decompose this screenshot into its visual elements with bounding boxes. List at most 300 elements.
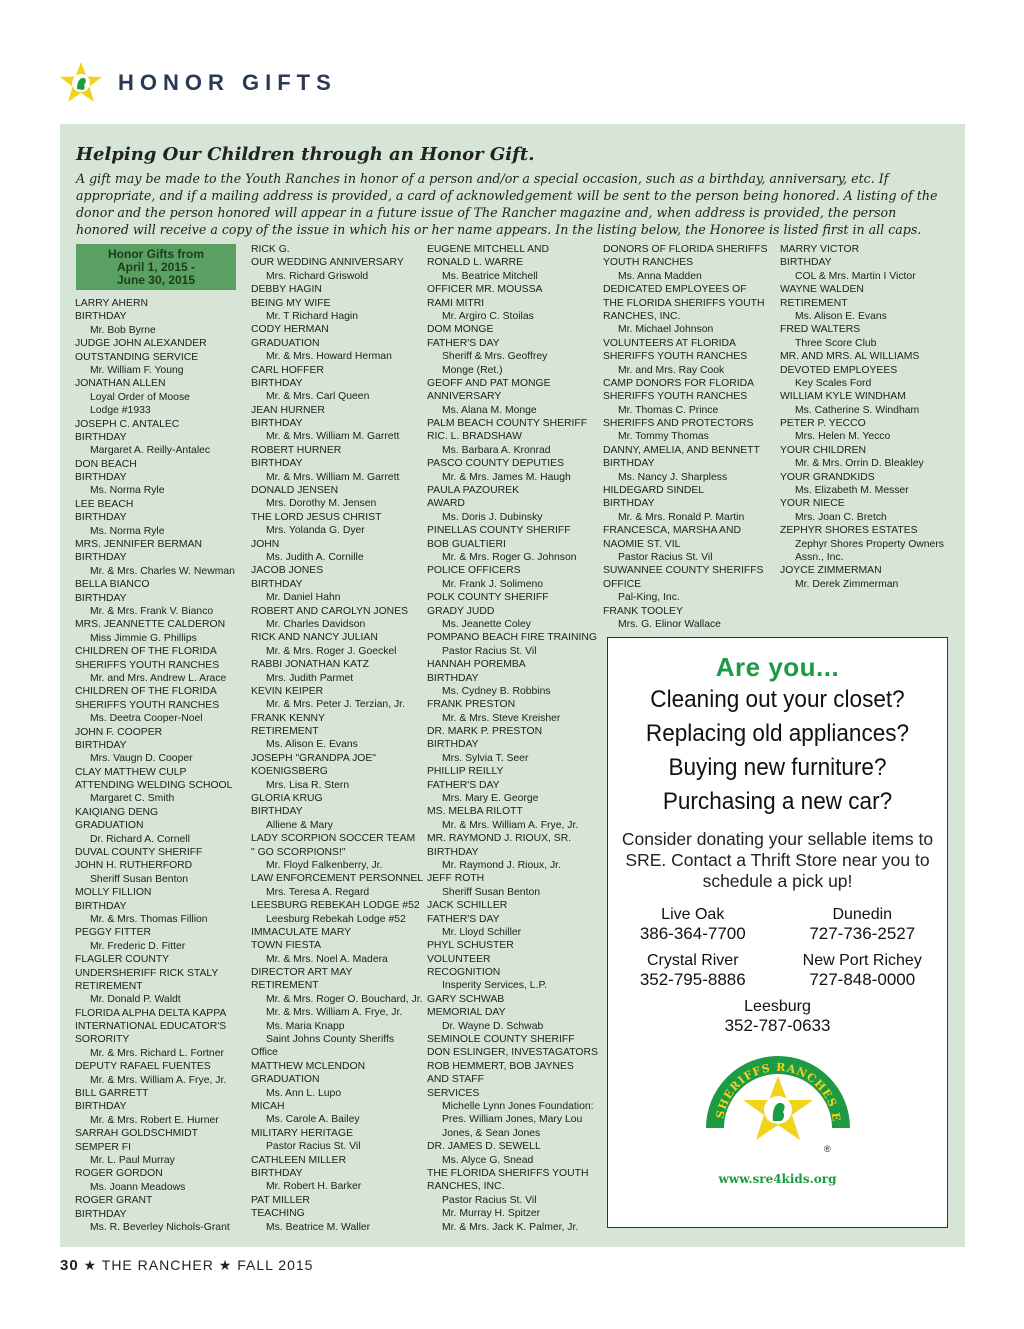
donor-line: Ms. Beatrice M. Waller [266, 1221, 371, 1233]
donor-line: Mr. Floyd Falkenberry, Jr. [266, 859, 383, 871]
donor-line: Ms. Cydney B. Robbins [442, 685, 551, 697]
date-range-line: June 30, 2015 [116, 272, 196, 287]
donor-line: Insperity Services, L.P. [442, 980, 547, 992]
honoree-line: MRS. JENNIFER BERMAN [75, 539, 203, 551]
honoree-line: VOLUNTEER [427, 953, 491, 965]
honoree-line: BIRTHDAY [75, 1208, 127, 1220]
intro-title: Helping Our Children through an Honor Gift. [76, 144, 535, 165]
honoree-line: ROBERT HURNER [251, 444, 342, 456]
honoree-line: BIRTHDAY [75, 592, 127, 604]
section-title: HONOR GIFTS [118, 70, 337, 95]
donor-line: Mr. & Mrs. Roger O. Bouchard, Jr. [266, 993, 423, 1005]
honoree-line: PAT MILLER [251, 1194, 310, 1206]
honoree-line: FATHER'S DAY [427, 779, 500, 791]
honoree-line: RETIREMENT [75, 980, 143, 992]
donor-line: Ms. Judith A. Cornille [266, 551, 364, 563]
store-city: Live Oak [661, 906, 725, 923]
donor-line: Mr. Tommy Thomas [618, 431, 709, 443]
honoree-line: ZEPHYR SHORES ESTATES [780, 525, 918, 537]
honoree-line: GLORIA KRUG [251, 793, 323, 805]
donor-line: Ms. Nancy J. Sharpless [618, 471, 728, 483]
honoree-line: RICK G. [251, 244, 290, 255]
honoree-line: RANCHES, INC. [603, 310, 681, 322]
donor-line: Mr. & Mrs. Carl Queen [266, 391, 370, 403]
honoree-line: BIRTHDAY [780, 257, 832, 269]
donor-line: Mrs. Sylvia T. Seer [442, 752, 529, 764]
honoree-line: TOWN FIESTA [251, 940, 322, 952]
honoree-line: DEBBY HAGIN [251, 284, 322, 296]
honoree-line: ROBERT AND CAROLYN JONES [251, 605, 409, 617]
honoree-line: BELLA BIANCO [75, 579, 150, 591]
donor-line: Mrs. Judith Parmet [266, 672, 354, 684]
honoree-line: JONATHAN ALLEN [75, 378, 166, 390]
honoree-line: CATHLEEN MILLER [251, 1154, 347, 1166]
honoree-line: ANNIVERSARY [427, 391, 502, 403]
honoree-line: SHERIFFS YOUTH RANCHES [75, 699, 220, 711]
donor-line: Zephyr Shores Property Owners [795, 538, 944, 550]
donor-line: Mr. & Mrs. William M. Garrett [266, 431, 400, 443]
thrift-store-ad [607, 637, 948, 1228]
honoree-line: GRADY JUDD [427, 605, 495, 617]
honoree-line: DIRECTOR ART MAY [251, 967, 353, 979]
store-contact [608, 998, 947, 1036]
store-contact [608, 906, 778, 944]
honoree-line: PHYL SCHUSTER [427, 940, 514, 952]
honoree-line: DONALD JENSEN [251, 485, 339, 497]
donor-line: Mr. & Mrs. Richard L. Fortner [90, 1047, 224, 1059]
honoree-line: BIRTHDAY [75, 512, 127, 524]
donor-line: Mr. Robert H. Barker [266, 1181, 362, 1193]
honoree-line: OUTSTANDING SERVICE [75, 351, 199, 363]
honoree-line: OFFICER MR. MOUSSA [427, 284, 543, 296]
honoree-line: BIRTHDAY [427, 672, 479, 684]
publication-name: THE RANCHER [101, 1257, 214, 1273]
donor-line: Three Score Club [795, 337, 877, 349]
honoree-line: PHILLIP REILLY [427, 766, 504, 778]
donor-line: Ms. R. Beverley Nichols-Grant [90, 1221, 230, 1233]
donor-line: Margaret A. Reilly-Antalec [90, 445, 211, 457]
ad-headline: Are you... [715, 652, 840, 682]
donor-line: Mr. L. Paul Murray [90, 1155, 175, 1166]
honoree-line: SHERIFFS AND PROTECTORS [603, 418, 754, 430]
honoree-line: DEDICATED EMPLOYEES OF [603, 284, 747, 296]
donor-line: Ms. Ann L. Lupo [266, 1087, 342, 1099]
honoree-line: RONALD L. WARRE [427, 257, 524, 269]
honoree-line: DR. MARK P. PRESTON [427, 726, 543, 738]
honoree-line: FRANK TOOLEY [603, 605, 683, 617]
honoree-line: RANCHES, INC. [427, 1181, 505, 1193]
honoree-line: JEAN HURNER [251, 404, 325, 416]
honoree-line: JACOB JONES [251, 565, 324, 577]
page-header [58, 58, 337, 108]
donor-line: Mrs. Yolanda G. Dyer [266, 525, 365, 537]
honoree-line: INTERNATIONAL EDUCATOR'S [75, 1021, 227, 1033]
donor-line: Mr. & Mrs. William A. Frye, Jr. [90, 1074, 227, 1086]
page-number: 30 [60, 1257, 79, 1274]
honoree-line: DOM MONGE [427, 324, 494, 336]
store-city: New Port Richey [802, 952, 922, 969]
donor-line: Mr. Raymond J. Rioux, Jr. [442, 859, 561, 871]
donor-line: Lodge #1933 [90, 405, 151, 417]
donor-line: Mr. Thomas C. Prince [618, 404, 719, 416]
honoree-line: DR. JAMES D. SEWELL [427, 1141, 541, 1153]
store-phone: 352-795-8886 [639, 970, 746, 989]
honoree-line: DUVAL COUNTY SHERIFF [75, 847, 203, 859]
honoree-line: KEVIN KEIPER [251, 685, 324, 697]
honoree-line: GRADUATION [251, 337, 320, 349]
donor-line: Ms. Deetra Cooper-Noel [90, 713, 203, 725]
honoree-line: PAULA PAZOUREK [427, 485, 520, 497]
donor-line: Mrs. Teresa A. Regard [266, 886, 370, 898]
honoree-line: SHERIFFS YOUTH RANCHES [603, 391, 748, 403]
honoree-line: MARRY VICTOR [780, 244, 860, 255]
honoree-line: YOUR NIECE [780, 498, 845, 510]
honoree-line: THE LORD JESUS CHRIST [251, 511, 382, 523]
honoree-line: ROGER GORDON [75, 1168, 163, 1180]
honoree-line: BIRTHDAY [75, 1101, 127, 1113]
honoree-line: TEACHING [251, 1208, 305, 1220]
honoree-line: BIRTHDAY [251, 418, 303, 430]
honoree-line: HILDEGARD SINDEL [603, 485, 705, 497]
honoree-line: SEMINOLE COUNTY SHERIFF [427, 1034, 575, 1046]
donor-line: Margaret C. Smith [90, 793, 175, 805]
donor-line: COL & Mrs. Martin I Victor [795, 270, 916, 282]
honoree-line: RICK AND NANCY JULIAN [251, 632, 378, 644]
donor-line: Mr. Argiro C. Stoilas [442, 310, 534, 322]
donor-line: Ms. Barbara A. Kronrad [442, 444, 551, 456]
honoree-line: THE FLORIDA SHERIFFS YOUTH [603, 297, 765, 309]
donor-line: Pres. William Jones, Mary Lou [442, 1114, 583, 1126]
honoree-line: JOSEPH "GRANDPA JOE" [251, 752, 376, 764]
donor-line: Mr. Frank J. Solimeno [442, 578, 544, 590]
donor-line: Mrs. Vaugn D. Cooper [90, 753, 193, 765]
donor-line: Ms. Beatrice Mitchell [442, 270, 538, 282]
honoree-line: MEMORIAL DAY [427, 1007, 506, 1019]
donor-line: Mr. Derek Zimmerman [795, 578, 899, 590]
honoree-line: PETER P. YECCO [780, 418, 866, 430]
donor-line: Leesburg Rebekah Lodge #52 [266, 913, 406, 925]
honoree-line: AND STAFF [427, 1074, 484, 1086]
honoree-line: OFFICE [603, 578, 642, 590]
honoree-line: DON BEACH [75, 458, 137, 470]
date-range-line: Honor Gifts from [108, 246, 204, 261]
donor-line: Sheriff Susan Benton [90, 873, 189, 885]
ad-question: Buying new furniture? [668, 754, 887, 781]
honoree-line: FATHER'S DAY [427, 913, 500, 925]
listing-column-5 [780, 243, 944, 591]
donor-line: Mr. Donald P. Waldt [90, 994, 181, 1006]
svg-text:®: ® [823, 1144, 831, 1154]
donor-line: Mr. Michael Johnson [618, 324, 714, 336]
donor-line: Dr. Wayne D. Schwab [442, 1020, 544, 1032]
donor-line: Ms. Maria Knapp [266, 1020, 345, 1032]
honoree-line: IMMACULATE MARY [251, 926, 352, 938]
honoree-line: GRADUATION [75, 820, 144, 832]
donor-line: Mr. Charles Davidson [266, 618, 366, 630]
donor-line: Jones, & Sean Jones [442, 1127, 541, 1139]
store-phone: 386-364-7700 [639, 924, 746, 943]
honoree-line: CHILDREN OF THE FLORIDA [75, 686, 217, 698]
svg-text:SHERIFFS RANCHES ENTERPRISES: SHERIFFS RANCHES E [712, 1060, 843, 1123]
honoree-line: BEING MY WIFE [251, 297, 331, 309]
store-city: Dunedin [832, 906, 893, 923]
honoree-line: JOHN F. COOPER [75, 726, 163, 738]
honoree-line: CAMP DONORS FOR FLORIDA [603, 377, 755, 389]
honoree-line: RETIREMENT [251, 980, 319, 992]
honoree-line: ROGER GRANT [75, 1195, 153, 1207]
honoree-line: SHERIFFS YOUTH RANCHES [75, 659, 220, 671]
donor-line: Ms. Norma Ryle [90, 525, 165, 537]
honoree-line: JEFF ROTH [427, 873, 485, 885]
honoree-line: BIRTHDAY [75, 552, 127, 564]
donor-line: Mr. & Mrs. Thomas Fillion [90, 913, 208, 925]
donor-line: Ms. Alison E. Evans [266, 739, 358, 751]
donor-line: Assn., Inc. [795, 551, 844, 563]
honoree-line: GRADUATION [251, 1074, 320, 1086]
honoree-line: WAYNE WALDEN [780, 284, 864, 296]
honoree-line: BIRTHDAY [75, 472, 127, 484]
honoree-line: BOB GUALTIERI [427, 538, 506, 550]
honoree-line: SEMPER FI [75, 1141, 132, 1153]
honoree-line: MR. RAYMOND J. RIOUX, SR. [427, 833, 572, 845]
honoree-line: BIRTHDAY [251, 578, 303, 590]
donor-line: Ms. Norma Ryle [90, 485, 165, 497]
donor-line: Ms. Joann Meadows [90, 1181, 186, 1193]
honoree-line: FRANK PRESTON [427, 699, 516, 711]
star-separator-icon: ★ [83, 1257, 102, 1273]
honoree-line: LAW ENFORCEMENT PERSONNEL [251, 873, 424, 885]
donor-line: Mr. & Mrs. Howard Herman [266, 351, 392, 363]
donor-line: Mrs. Helen M. Yecco [795, 431, 891, 443]
honoree-line: SHERIFFS YOUTH RANCHES [603, 351, 748, 363]
honoree-line: UNDERSHERIFF RICK STALY [75, 967, 219, 979]
donor-line: Sheriff Susan Benton [442, 886, 541, 898]
donor-line: Mrs. G. Elinor Wallace [618, 618, 721, 630]
store-contacts [608, 906, 947, 1036]
honoree-line: DEVOTED EMPLOYEES [780, 364, 898, 376]
honoree-line: PINELLAS COUNTY SHERIFF [427, 525, 571, 537]
donor-line: Mr. & Mrs. Ronald P. Martin [618, 511, 745, 523]
donor-line: Mr. & Mrs. Charles W. Newman [90, 565, 235, 577]
honoree-line: BILL GARRETT [75, 1088, 149, 1100]
donor-line: Miss Jimmie G. Phillips [90, 632, 197, 644]
intro-text: A gift may be made to the Youth Ranches in honor of a person and/or a special occasion, such as a birthday, anniversary, etc. If appropriate, and if a mailing address is provided, a card of acknowledgement will be sent to the person being honored. A listing of the donor and the person honored will appear in a future issue of The Rancher magazine and, when address is provided, the person honored will receive a copy of the issue in which his or her name appears. In the listing below, the Honoree is listed first in all caps. [76, 171, 938, 237]
donor-line: Mr. William F. Young [90, 364, 184, 376]
donor-line: Mr. & Mrs. Steve Kreisher [442, 712, 561, 724]
store-contact [778, 952, 948, 990]
issue-season: FALL 2015 [237, 1257, 314, 1273]
donor-line: Mr. & Mrs. Frank V. Bianco [90, 605, 214, 617]
honoree-line: DON ESLINGER, INVESTAGATORS [427, 1047, 598, 1059]
honoree-line: POMPANO BEACH FIRE TRAINING [427, 632, 597, 644]
listing-column-2 [251, 243, 423, 1234]
ad-question: Replacing old appliances? [645, 720, 910, 747]
donor-line: Ms. Alana M. Monge [442, 404, 537, 416]
honoree-line: JOHN H. RUTHERFORD [75, 860, 193, 872]
honoree-line: BIRTHDAY [75, 739, 127, 751]
honoree-line: LEESBURG REBEKAH LODGE #52 [251, 900, 420, 912]
donor-line: Ms. Jeanette Coley [442, 618, 531, 630]
donor-line: Mr. & Mrs. Roger G. Johnson [442, 551, 577, 563]
honoree-line: RETIREMENT [780, 297, 848, 309]
honoree-line: AWARD [427, 498, 465, 510]
donor-line: Loyal Order of Moose [90, 391, 190, 403]
honoree-line: LARRY AHERN [75, 298, 148, 309]
honoree-line: BIRTHDAY [251, 377, 303, 389]
store-phone: 352-787-0633 [724, 1016, 831, 1035]
donor-line: Mr. T Richard Hagin [266, 310, 359, 322]
honoree-line: LEE BEACH [75, 498, 134, 510]
donor-line: Pastor Racius St. Vil [618, 551, 713, 563]
honoree-line: FRED WALTERS [780, 324, 861, 336]
honoree-line: MRS. JEANNETTE CALDERON [75, 619, 226, 631]
donor-line: Mrs. Mary E. George [442, 793, 539, 805]
donor-line: Mr. & Mrs. William M. Garrett [266, 471, 400, 483]
honoree-line: PEGGY FITTER [75, 927, 152, 939]
store-contact [608, 952, 778, 990]
donor-line: Mr. & Mrs. Noel A. Madera [266, 953, 388, 965]
store-city: Crystal River [646, 952, 739, 969]
honoree-line: HANNAH POREMBA [427, 659, 526, 671]
honoree-line: FLORIDA ALPHA DELTA KAPPA [75, 1007, 227, 1019]
honoree-line: KAIQIANG DENG [75, 806, 159, 818]
website-link[interactable]: www.sre4kids.org [718, 1172, 837, 1186]
ad-question: Cleaning out your closet? [650, 686, 905, 713]
honoree-line: MOLLY FILLION [75, 887, 152, 899]
honoree-line: BIRTHDAY [427, 846, 479, 858]
donor-line: Mr. Frederic D. Fitter [90, 940, 186, 952]
honoree-line: BIRTHDAY [75, 431, 127, 443]
honoree-line: BIRTHDAY [251, 806, 303, 818]
honoree-line: CARL HOFFER [251, 364, 324, 376]
honoree-line: BIRTHDAY [251, 458, 303, 470]
honoree-line: GEOFF AND PAT MONGE [427, 377, 551, 389]
honoree-line: PASCO COUNTY DEPUTIES [427, 458, 565, 470]
honoree-line: DEPUTY RAFAEL FUENTES [75, 1061, 211, 1073]
honoree-line: JACK SCHILLER [427, 900, 508, 912]
honoree-line: SORORITY [75, 1034, 130, 1046]
honoree-line: VOLUNTEERS AT FLORIDA [603, 337, 736, 349]
honoree-line: DONORS OF FLORIDA SHERIFFS [603, 244, 768, 255]
donor-line: Mr. & Mrs. William A. Frye, Jr. [266, 1007, 403, 1019]
donor-line: Key Scales Ford [795, 377, 872, 389]
honoree-line: SARRAH GOLDSCHMIDT [75, 1128, 198, 1140]
honoree-line: BIRTHDAY [603, 498, 655, 510]
donor-line: Ms. Anna Madden [618, 270, 702, 282]
honoree-line: PALM BEACH COUNTY SHERIFF [427, 418, 588, 430]
honoree-line: RAMI MITRI [427, 297, 485, 309]
honoree-line: POLICE OFFICERS [427, 565, 521, 577]
store-city: Leesburg [744, 998, 811, 1015]
donor-line: Pastor Racius St. Vil [266, 1141, 361, 1153]
sre-logo [703, 1048, 853, 1168]
honoree-line: WILLIAM KYLE WINDHAM [780, 391, 906, 403]
donor-line: Mr. Lloyd Schiller [442, 926, 522, 938]
donor-line: Mr. Daniel Hahn [266, 592, 341, 604]
honoree-line: FRANCESCA, MARSHA AND [603, 525, 741, 537]
date-range-line: April 1, 2015 - [116, 259, 196, 274]
honoree-line: NAOMIE ST. VIL [603, 538, 681, 550]
donor-line: Pastor Racius St. Vil [442, 645, 537, 657]
honoree-line: FLAGLER COUNTY [75, 954, 170, 966]
honoree-line: OUR WEDDING ANNIVERSARY [251, 257, 404, 269]
honoree-line: JOYCE ZIMMERMAN [780, 565, 882, 577]
store-phone: 727-848-0000 [809, 970, 916, 989]
donor-line: Mr. & Mrs. Orrin D. Bleakley [795, 458, 924, 470]
honoree-line: FRANK KENNY [251, 712, 325, 724]
donor-line: Mr. Murray H. Spitzer [442, 1208, 541, 1220]
honoree-line: RETIREMENT [251, 726, 319, 738]
donor-line: Ms. Catherine S. Windham [795, 404, 920, 416]
honoree-line: MATTHEW MCLENDON [251, 1060, 366, 1072]
page-footer [60, 1257, 313, 1274]
honoree-line: CHILDREN OF THE FLORIDA [75, 646, 217, 658]
honoree-line: SUWANNEE COUNTY SHERIFFS [603, 565, 764, 577]
honoree-line: KOENIGSBERG [251, 766, 328, 778]
honoree-line: LADY SCORPION SOCCER TEAM [251, 833, 416, 845]
store-contact [778, 906, 948, 944]
honoree-line: " GO SCORPIONS!" [251, 846, 346, 858]
honoree-line: JOHN [251, 538, 280, 550]
honoree-line: Office [251, 1047, 278, 1059]
honoree-line: CLAY MATTHEW CULP [75, 766, 187, 778]
donor-line: Alliene & Mary [266, 819, 333, 831]
ad-consider-text: Consider donating your sellable items to SRE. Contact a Thrift Store near you to schedule a pick up! [621, 829, 934, 891]
donor-line: Mrs. Lisa R. Stern [266, 779, 350, 791]
donor-line: Saint Johns County Sheriffs [266, 1034, 395, 1046]
donor-line: Mr. & Mrs. Jack K. Palmer, Jr. [442, 1221, 579, 1233]
honoree-line: BIRTHDAY [603, 458, 655, 470]
donor-line: Mr. & Mrs. Roger J. Goeckel [266, 645, 397, 657]
donor-line: Pastor Racius St. Vil [442, 1194, 537, 1206]
star-separator-icon: ★ [218, 1257, 238, 1273]
honoree-line: BIRTHDAY [251, 1167, 303, 1179]
donor-line: Pal-King, Inc. [618, 592, 680, 604]
honoree-line: JOSEPH C. ANTALEC [75, 418, 180, 430]
honoree-line: BIRTHDAY [75, 900, 127, 912]
donor-line: Monge (Ret.) [442, 364, 503, 376]
donor-line: Sheriff & Mrs. Geoffrey [442, 351, 548, 363]
honoree-line: ATTENDING WELDING SCHOOL [75, 780, 233, 792]
honoree-line: FATHER'S DAY [427, 337, 500, 349]
donor-line: Mrs. Joan C. Bretch [795, 511, 887, 523]
date-range-box [76, 244, 236, 290]
donor-line: Mr. Bob Byrne [90, 324, 156, 336]
honoree-line: RIC. L. BRADSHAW [427, 431, 522, 443]
donor-line: Ms. Alyce G. Snead [442, 1154, 534, 1166]
honoree-line: EUGENE MITCHELL AND [427, 244, 550, 255]
honoree-line: RABBI JONATHAN KATZ [251, 659, 369, 671]
donor-line: Mr. and Mrs. Andrew L. Arace [90, 672, 227, 684]
honoree-line: YOUR GRANDKIDS [780, 471, 875, 483]
store-phone: 727-736-2527 [809, 924, 916, 943]
honoree-line: BIRTHDAY [75, 311, 127, 323]
honoree-line: POLK COUNTY SHERIFF [427, 592, 549, 604]
donor-line: Mr. & Mrs. James M. Haugh [442, 471, 571, 483]
listing-column-4 [603, 243, 768, 631]
donor-line: Mr. and Mrs. Ray Cook [618, 364, 725, 376]
honoree-line: JUDGE JOHN ALEXANDER [75, 338, 207, 350]
honoree-line: CODY HERMAN [251, 324, 329, 336]
listing-column-1 [75, 297, 235, 1234]
honoree-line: MICAH [251, 1101, 285, 1112]
honoree-line: DANNY, AMELIA, AND BENNETT [603, 444, 760, 456]
honoree-line: GARY SCHWAB [427, 993, 505, 1005]
donor-line: Dr. Richard A. Cornell [90, 833, 190, 845]
honoree-line: YOUR CHILDREN [780, 444, 867, 456]
honoree-line: SERVICES [427, 1087, 480, 1099]
honoree-line: MS. MELBA RILOTT [427, 806, 523, 818]
